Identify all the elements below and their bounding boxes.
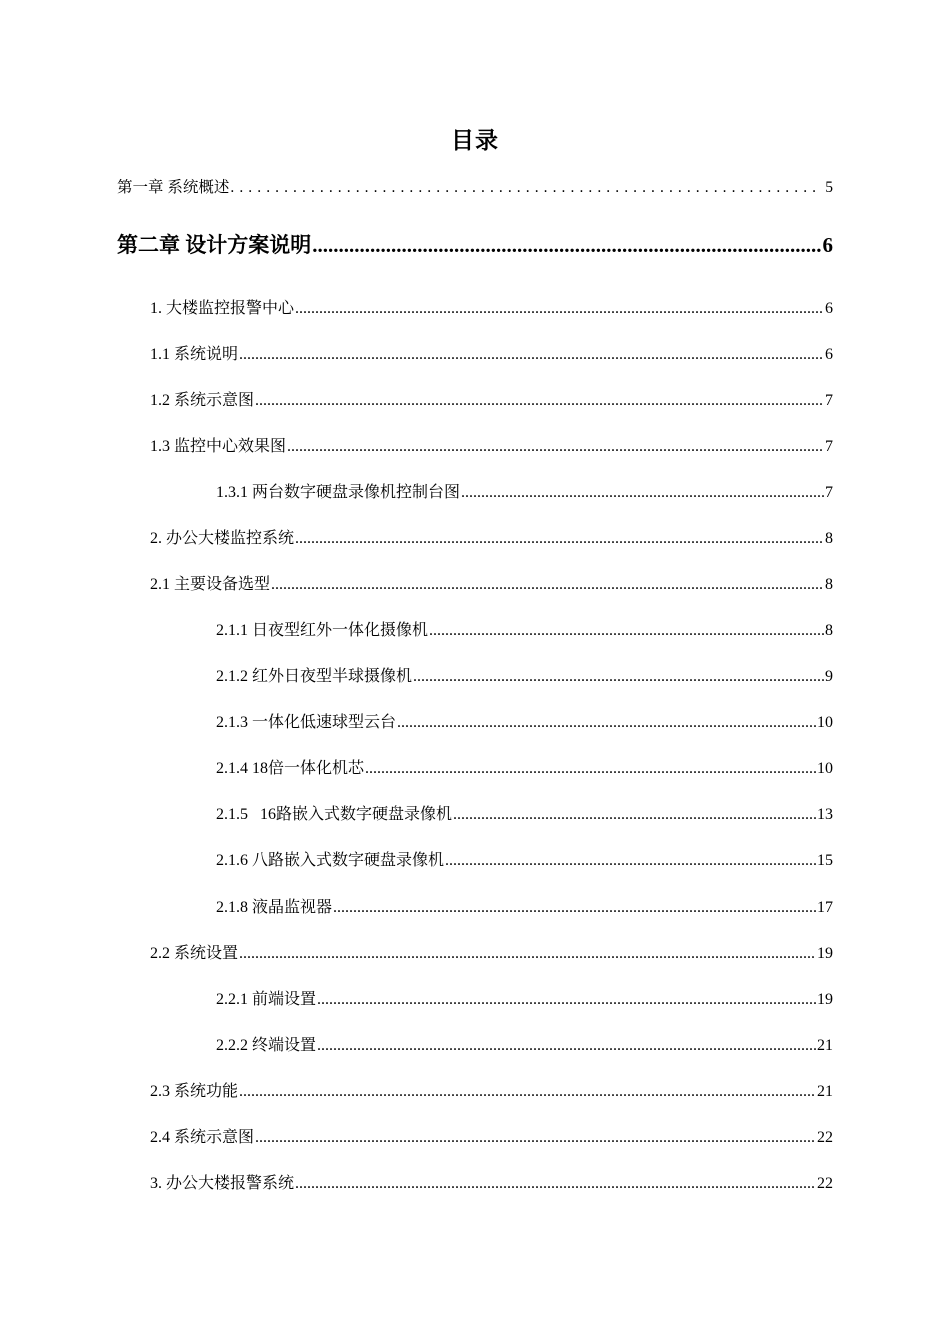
toc-entry[interactable] xyxy=(216,709,833,732)
toc-entry[interactable] xyxy=(150,1078,833,1101)
dot-leader xyxy=(413,668,824,686)
dot-leader xyxy=(239,945,816,963)
toc-entry[interactable] xyxy=(216,801,833,824)
toc-entry[interactable] xyxy=(150,571,833,594)
toc-entry-label: 1.3 监控中心效果图 xyxy=(150,438,287,455)
toc-entry-chapter-2[interactable] xyxy=(117,229,833,259)
toc-entry-page: 19 xyxy=(817,991,833,1008)
toc-entry-page: 17 xyxy=(817,899,833,916)
toc-entry[interactable] xyxy=(150,1124,833,1147)
toc-entry-page: 9 xyxy=(825,668,833,685)
dot-leader xyxy=(295,1175,816,1193)
toc-entry-page: 7 xyxy=(825,392,833,409)
toc-entry-page: 13 xyxy=(817,806,833,823)
toc-entry-page: 5 xyxy=(825,179,833,196)
dot-leader xyxy=(295,530,824,548)
toc-entry-label: 2.1.1 日夜型红外一体化摄像机 xyxy=(216,622,429,639)
toc-entry-label: 2.3 系统功能 xyxy=(150,1083,239,1100)
toc-entry-label: 1. 大楼监控报警中心 xyxy=(150,300,295,317)
toc-entry[interactable] xyxy=(216,894,833,917)
toc-entry[interactable] xyxy=(150,940,833,963)
toc-entry-page: 19 xyxy=(817,945,833,962)
dot-leader xyxy=(429,622,824,640)
toc-entry-page: 10 xyxy=(817,760,833,777)
toc-entry-label: 2. 办公大楼监控系统 xyxy=(150,530,295,547)
toc-entry-label: 2.1.2 红外日夜型半球摄像机 xyxy=(216,668,413,685)
toc-entry[interactable] xyxy=(216,847,833,870)
dot-leader xyxy=(333,899,816,917)
dot-leader xyxy=(461,484,824,502)
toc-entry-label: 1.2 系统示意图 xyxy=(150,392,255,409)
dot-leader xyxy=(255,1129,816,1147)
dot-leader xyxy=(445,852,816,870)
toc-entry[interactable] xyxy=(216,479,833,502)
toc-entry-label: 2.2 系统设置 xyxy=(150,945,239,962)
dot-leader xyxy=(453,806,816,824)
toc-entry-label: 2.1.3 一体化低速球型云台 xyxy=(216,714,397,731)
toc-entry[interactable] xyxy=(216,986,833,1009)
dot-leader xyxy=(255,392,824,410)
toc-entry-page: 8 xyxy=(825,530,833,547)
dot-leader xyxy=(397,714,816,732)
toc-entry-page: 21 xyxy=(817,1083,833,1100)
toc-entry-label: 2.1.6 八路嵌入式数字硬盘录像机 xyxy=(216,852,445,869)
toc-entry[interactable] xyxy=(150,341,833,364)
toc-entry[interactable] xyxy=(216,663,833,686)
toc-title: 目录 xyxy=(451,128,499,153)
toc-entry[interactable] xyxy=(150,525,833,548)
toc-entry-page: 15 xyxy=(817,852,833,869)
toc-entry-label: 2.1.5 16路嵌入式数字硬盘录像机 xyxy=(216,806,453,823)
toc-entry-chapter-1[interactable] xyxy=(117,175,833,197)
toc-entry-label: 2.1 主要设备选型 xyxy=(150,576,271,593)
dot-leader xyxy=(317,991,816,1009)
dot-leader xyxy=(317,1037,816,1055)
dot-leader xyxy=(271,576,824,594)
toc-entry-page: 21 xyxy=(817,1037,833,1054)
toc-entry-label: 3. 办公大楼报警系统 xyxy=(150,1175,295,1192)
toc-entry-label: 第二章 设计方案说明 xyxy=(117,233,312,257)
toc-entry[interactable] xyxy=(150,387,833,410)
dot-leader xyxy=(287,438,824,456)
toc-entry-page: 8 xyxy=(825,622,833,639)
toc-entry[interactable] xyxy=(150,433,833,456)
dot-leader xyxy=(312,233,821,258)
toc-entry-label: 1.1 系统说明 xyxy=(150,346,239,363)
toc-entry-label: 2.1.4 18倍一体化机芯 xyxy=(216,760,365,777)
toc-entry-page: 7 xyxy=(825,438,833,455)
toc-entry-label: 1.3.1 两台数字硬盘录像机控制台图 xyxy=(216,484,461,501)
toc-entry-label: 第一章 系统概述 xyxy=(117,179,230,196)
dot-leader xyxy=(239,1083,816,1101)
dot-leader xyxy=(239,346,824,364)
toc-entry-label: 2.4 系统示意图 xyxy=(150,1129,255,1146)
toc-entry[interactable] xyxy=(216,1032,833,1055)
toc-entry[interactable] xyxy=(150,295,833,318)
toc-entry-page: 22 xyxy=(817,1175,833,1192)
toc-entry-label: 2.2.1 前端设置 xyxy=(216,991,317,1008)
toc-entry[interactable] xyxy=(150,1170,833,1193)
toc-entry-page: 7 xyxy=(825,484,833,501)
dot-leader xyxy=(230,179,820,197)
toc-entry[interactable] xyxy=(216,755,833,778)
dot-leader xyxy=(365,760,816,778)
toc-entry-page: 6 xyxy=(825,300,833,317)
toc-entry-label: 2.2.2 终端设置 xyxy=(216,1037,317,1054)
toc-entry-page: 6 xyxy=(822,233,833,257)
toc-entry-page: 10 xyxy=(817,714,833,731)
toc-entry[interactable] xyxy=(216,617,833,640)
dot-leader xyxy=(295,300,824,318)
toc-entry-page: 8 xyxy=(825,576,833,593)
toc-entry-page: 6 xyxy=(825,346,833,363)
toc-entry-page: 22 xyxy=(817,1129,833,1146)
toc-entry-label: 2.1.8 液晶监视器 xyxy=(216,899,333,916)
